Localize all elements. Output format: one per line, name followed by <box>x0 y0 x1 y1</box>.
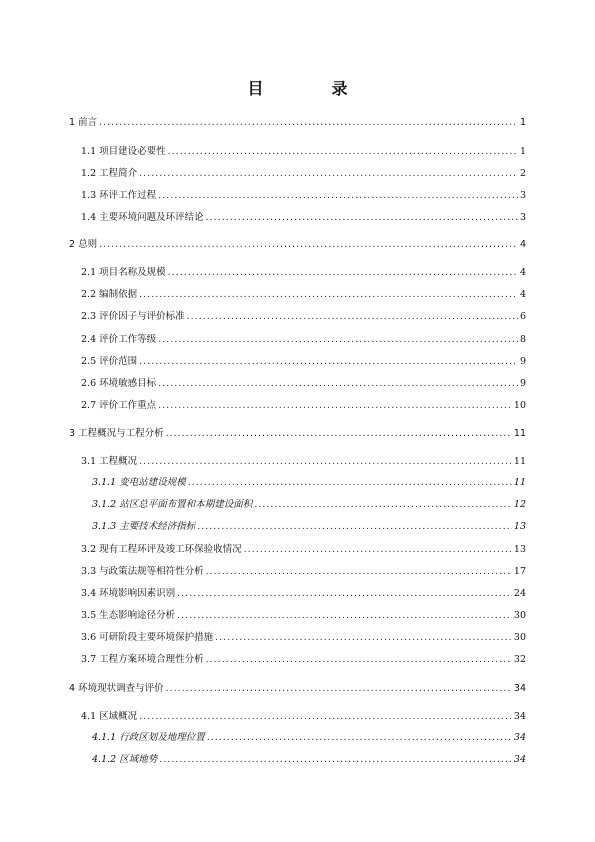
toc-entry-text: 2.2 编制依据 <box>81 289 138 300</box>
toc-entry[interactable] <box>81 333 526 347</box>
toc-entry-page: 9 <box>519 378 526 389</box>
toc-entry[interactable] <box>81 167 526 181</box>
dot-leader <box>244 543 512 557</box>
toc-entry-text: 3.7 工程方案环境合理性分析 <box>81 654 204 665</box>
toc-entry-text: 4.1.2 区域地势 <box>92 754 158 765</box>
dot-leader <box>215 631 512 645</box>
toc-entry-text: 3.2 现有工程环评及竣工环保验收情况 <box>81 544 242 555</box>
toc-entry-page: 24 <box>513 588 526 599</box>
dot-leader <box>254 498 512 512</box>
toc-entry-text: 2.6 环境敏感目标 <box>81 378 157 389</box>
dot-leader <box>166 427 512 441</box>
toc-entry[interactable] <box>81 455 526 469</box>
toc-entry[interactable] <box>81 399 526 413</box>
dot-leader <box>139 455 512 469</box>
toc-entry-page: 17 <box>513 566 526 577</box>
toc-entry-page: 34 <box>513 732 526 743</box>
toc-entry-page: 8 <box>519 334 526 345</box>
dot-leader <box>158 333 518 347</box>
toc-entry[interactable] <box>69 238 526 252</box>
toc-entry[interactable] <box>81 355 526 369</box>
toc-entry-page: 13 <box>513 544 526 555</box>
toc-entry-page: 12 <box>513 499 526 510</box>
toc-entry-page: 34 <box>513 683 526 694</box>
toc-entry[interactable] <box>81 266 526 280</box>
toc-entry[interactable] <box>81 653 526 667</box>
toc-entry-text: 4.1 区域概况 <box>81 711 138 722</box>
dot-leader <box>206 565 512 579</box>
toc-entry-text: 1.1 项目建设必要性 <box>81 146 166 157</box>
toc-entry-text: 3.1.1 变电站建设规模 <box>92 477 186 488</box>
dot-leader <box>99 238 518 252</box>
toc-entry-text: 4.1.1 行政区划及地理位置 <box>92 732 205 743</box>
toc-entry-text: 1.3 环评工作过程 <box>81 190 157 201</box>
toc-entry-text: 3.6 可研阶段主要环境保护措施 <box>81 632 214 643</box>
toc-entry-text: 3.4 环境影响因素识别 <box>81 588 176 599</box>
dot-leader <box>99 116 518 130</box>
toc-entry-page: 9 <box>519 356 526 367</box>
toc-entry-page: 11 <box>513 428 526 439</box>
dot-leader <box>166 682 512 696</box>
toc-entry-page: 34 <box>513 754 526 765</box>
dot-leader <box>188 476 512 490</box>
toc-entry-page: 4 <box>519 289 526 300</box>
dot-leader <box>168 266 518 280</box>
toc-entry-text: 2.4 评价工作等级 <box>81 334 157 345</box>
dot-leader <box>158 377 518 391</box>
toc-entry-text: 3.1.3 主要技术经济指标 <box>92 521 196 532</box>
toc-entry-text: 1.4 主要环境问题及环评结论 <box>81 212 204 223</box>
toc-entry[interactable] <box>92 520 526 534</box>
dot-leader <box>206 211 518 225</box>
toc-entry-page: 3 <box>519 212 526 223</box>
toc-entry[interactable] <box>92 753 526 767</box>
dot-leader <box>158 399 512 413</box>
toc-entry-text: 2 总则 <box>69 239 98 250</box>
dot-leader <box>207 731 512 745</box>
toc-entry-text: 2.5 评价范围 <box>81 356 138 367</box>
dot-leader <box>177 609 512 623</box>
toc-entry[interactable] <box>81 211 526 225</box>
toc-entry[interactable] <box>92 731 526 745</box>
toc-entry-page: 3 <box>519 190 526 201</box>
toc-entry[interactable] <box>81 377 526 391</box>
toc-entry-text: 1 前言 <box>69 117 98 128</box>
toc-entry-page: 4 <box>519 267 526 278</box>
dot-leader <box>159 753 512 767</box>
toc-entry[interactable] <box>81 565 526 579</box>
toc-entry-text: 3.5 生态影响途径分析 <box>81 610 176 621</box>
dot-leader <box>177 587 512 601</box>
toc-entry-page: 32 <box>513 654 526 665</box>
toc-entry-text: 2.1 项目名称及规模 <box>81 267 166 278</box>
toc-entry-text: 2.3 评价因子与评价标准 <box>81 311 185 322</box>
dot-leader <box>197 520 512 534</box>
toc-entry[interactable] <box>81 710 526 724</box>
toc-entry-text: 1.2 工程简介 <box>81 168 138 179</box>
dot-leader <box>187 310 518 324</box>
toc-entry[interactable] <box>69 116 526 130</box>
toc-entry-page: 13 <box>513 521 526 532</box>
toc-entry-page: 6 <box>519 311 526 322</box>
toc-entry-page: 1 <box>519 146 526 157</box>
dot-leader <box>158 189 518 203</box>
dot-leader <box>139 288 518 302</box>
toc-entry[interactable] <box>69 427 526 441</box>
dot-leader <box>168 145 518 159</box>
dot-leader <box>139 355 518 369</box>
toc-entry-text: 3.1 工程概况 <box>81 456 138 467</box>
toc-entry[interactable] <box>81 288 526 302</box>
toc-entry[interactable] <box>81 543 526 557</box>
toc-entry-page: 30 <box>513 610 526 621</box>
dot-leader <box>139 167 518 181</box>
dot-leader <box>139 710 512 724</box>
toc-entry-text: 4 环境现状调查与评价 <box>69 683 164 694</box>
toc-entry-page: 11 <box>513 477 526 488</box>
toc-entry[interactable] <box>92 476 526 490</box>
toc-entry-page: 11 <box>513 456 526 467</box>
toc-entry-text: 2.7 评价工作重点 <box>81 400 157 411</box>
toc-entry[interactable] <box>81 609 526 623</box>
toc-entry[interactable] <box>81 631 526 645</box>
toc-entry-page: 2 <box>519 168 526 179</box>
toc-entry[interactable] <box>69 682 526 696</box>
toc-entry-page: 4 <box>519 239 526 250</box>
toc-entry[interactable] <box>92 498 526 512</box>
toc-entry-text: 3.1.2 站区总平面布置和本期建设面积 <box>92 499 253 510</box>
toc-title: 目 录 <box>247 79 374 98</box>
toc-entry-text: 3 工程概况与工程分析 <box>69 428 164 439</box>
toc-entry-page: 34 <box>513 711 526 722</box>
toc-entry-page: 1 <box>519 117 526 128</box>
toc-entry-page: 10 <box>513 400 526 411</box>
toc-entry-text: 3.3 与政策法规等相符性分析 <box>81 566 204 577</box>
dot-leader <box>206 653 512 667</box>
toc-entry-page: 30 <box>513 632 526 643</box>
toc-entry[interactable] <box>81 145 526 159</box>
toc-entry[interactable] <box>81 189 526 203</box>
toc-entry[interactable] <box>81 587 526 601</box>
toc-entry[interactable] <box>81 310 526 324</box>
